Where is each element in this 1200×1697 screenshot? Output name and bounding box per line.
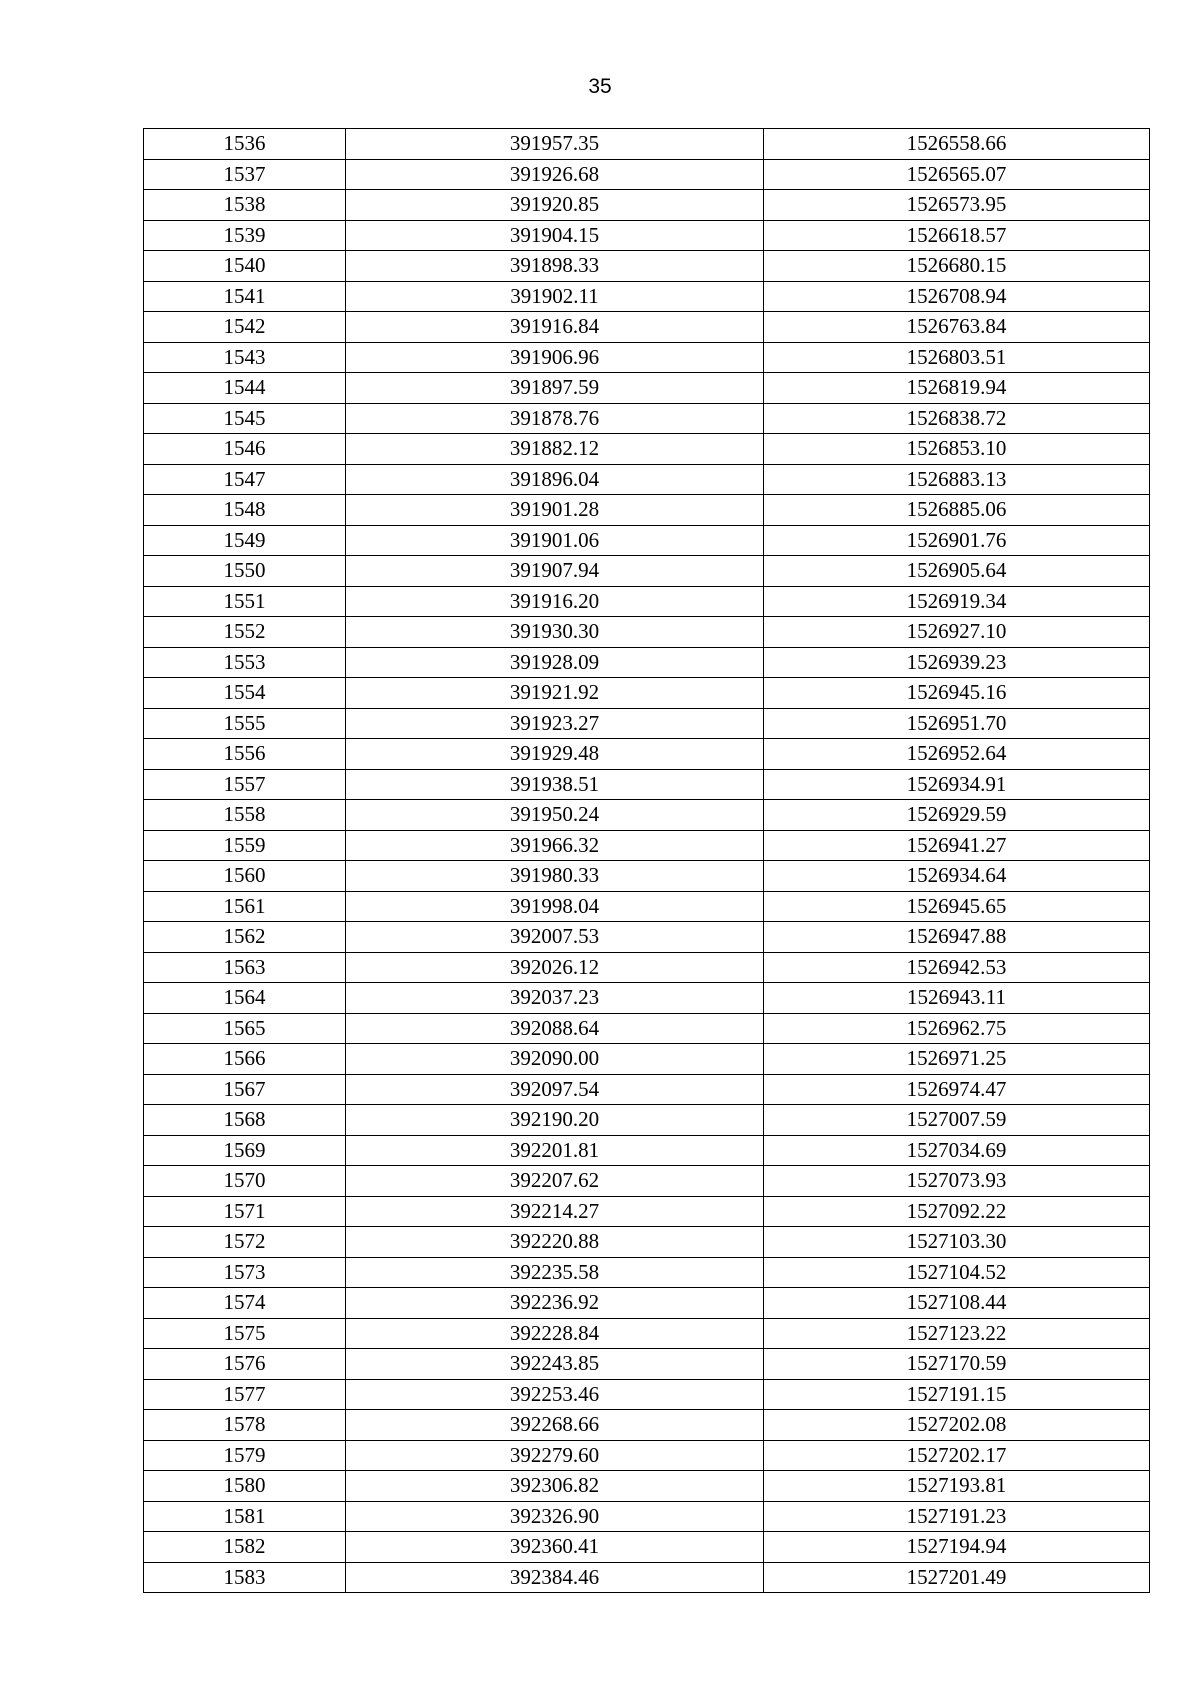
y-coordinate-cell: 1526962.75 <box>764 1013 1150 1044</box>
point-number-cell: 1581 <box>144 1501 346 1532</box>
y-coordinate-cell: 1526945.65 <box>764 891 1150 922</box>
point-number-cell: 1554 <box>144 678 346 709</box>
point-number-cell: 1562 <box>144 922 346 953</box>
table-row <box>144 647 1150 678</box>
x-coordinate-cell: 391916.20 <box>346 586 764 617</box>
point-number-cell: 1559 <box>144 830 346 861</box>
point-number-cell: 1553 <box>144 647 346 678</box>
x-coordinate-cell: 392268.66 <box>346 1410 764 1441</box>
y-coordinate-cell: 1526883.13 <box>764 464 1150 495</box>
x-coordinate-cell: 391882.12 <box>346 434 764 465</box>
point-number-cell: 1552 <box>144 617 346 648</box>
y-coordinate-cell: 1527170.59 <box>764 1349 1150 1380</box>
y-coordinate-cell: 1527191.23 <box>764 1501 1150 1532</box>
table-row <box>144 464 1150 495</box>
x-coordinate-cell: 392201.81 <box>346 1135 764 1166</box>
point-number-cell: 1543 <box>144 342 346 373</box>
y-coordinate-cell: 1526974.47 <box>764 1074 1150 1105</box>
point-number-cell: 1571 <box>144 1196 346 1227</box>
table-row <box>144 312 1150 343</box>
table-row <box>144 1227 1150 1258</box>
x-coordinate-cell: 391898.33 <box>346 251 764 282</box>
x-coordinate-cell: 391907.94 <box>346 556 764 587</box>
y-coordinate-cell: 1527007.59 <box>764 1105 1150 1136</box>
x-coordinate-cell: 391901.06 <box>346 525 764 556</box>
y-coordinate-cell: 1527092.22 <box>764 1196 1150 1227</box>
point-number-cell: 1572 <box>144 1227 346 1258</box>
point-number-cell: 1544 <box>144 373 346 404</box>
y-coordinate-cell: 1526708.94 <box>764 281 1150 312</box>
y-coordinate-cell: 1526901.76 <box>764 525 1150 556</box>
x-coordinate-cell: 391923.27 <box>346 708 764 739</box>
point-number-cell: 1576 <box>144 1349 346 1380</box>
y-coordinate-cell: 1526838.72 <box>764 403 1150 434</box>
point-number-cell: 1542 <box>144 312 346 343</box>
y-coordinate-cell: 1526939.23 <box>764 647 1150 678</box>
point-number-cell: 1540 <box>144 251 346 282</box>
x-coordinate-cell: 392253.46 <box>346 1379 764 1410</box>
y-coordinate-cell: 1526927.10 <box>764 617 1150 648</box>
x-coordinate-cell: 391980.33 <box>346 861 764 892</box>
table-row <box>144 281 1150 312</box>
y-coordinate-cell: 1526803.51 <box>764 342 1150 373</box>
table-row <box>144 983 1150 1014</box>
y-coordinate-cell: 1526951.70 <box>764 708 1150 739</box>
point-number-cell: 1564 <box>144 983 346 1014</box>
table-row <box>144 129 1150 160</box>
x-coordinate-cell: 391930.30 <box>346 617 764 648</box>
y-coordinate-cell: 1526942.53 <box>764 952 1150 983</box>
table-row <box>144 769 1150 800</box>
point-number-cell: 1569 <box>144 1135 346 1166</box>
table-row <box>144 342 1150 373</box>
table-row <box>144 495 1150 526</box>
table-row <box>144 1562 1150 1593</box>
x-coordinate-cell: 391902.11 <box>346 281 764 312</box>
point-number-cell: 1539 <box>144 220 346 251</box>
point-number-cell: 1558 <box>144 800 346 831</box>
point-number-cell: 1577 <box>144 1379 346 1410</box>
table-row <box>144 1379 1150 1410</box>
point-number-cell: 1568 <box>144 1105 346 1136</box>
point-number-cell: 1555 <box>144 708 346 739</box>
table-row <box>144 1410 1150 1441</box>
x-coordinate-cell: 392384.46 <box>346 1562 764 1593</box>
x-coordinate-cell: 391926.68 <box>346 159 764 190</box>
point-number-cell: 1583 <box>144 1562 346 1593</box>
table-row <box>144 1440 1150 1471</box>
x-coordinate-cell: 392236.92 <box>346 1288 764 1319</box>
x-coordinate-cell: 392088.64 <box>346 1013 764 1044</box>
y-coordinate-cell: 1526565.07 <box>764 159 1150 190</box>
x-coordinate-cell: 391904.15 <box>346 220 764 251</box>
x-coordinate-cell: 392090.00 <box>346 1044 764 1075</box>
x-coordinate-cell: 392228.84 <box>346 1318 764 1349</box>
point-number-cell: 1574 <box>144 1288 346 1319</box>
point-number-cell: 1580 <box>144 1471 346 1502</box>
point-number-cell: 1560 <box>144 861 346 892</box>
table-row <box>144 1471 1150 1502</box>
x-coordinate-cell: 391957.35 <box>346 129 764 160</box>
point-number-cell: 1578 <box>144 1410 346 1441</box>
table-row <box>144 586 1150 617</box>
y-coordinate-cell: 1527191.15 <box>764 1379 1150 1410</box>
point-number-cell: 1582 <box>144 1532 346 1563</box>
x-coordinate-cell: 391921.92 <box>346 678 764 709</box>
point-number-cell: 1546 <box>144 434 346 465</box>
y-coordinate-cell: 1527034.69 <box>764 1135 1150 1166</box>
table-row <box>144 708 1150 739</box>
y-coordinate-cell: 1527194.94 <box>764 1532 1150 1563</box>
x-coordinate-cell: 392326.90 <box>346 1501 764 1532</box>
point-number-cell: 1545 <box>144 403 346 434</box>
x-coordinate-cell: 391938.51 <box>346 769 764 800</box>
table-row <box>144 1074 1150 1105</box>
x-coordinate-cell: 391920.85 <box>346 190 764 221</box>
table-row <box>144 1013 1150 1044</box>
y-coordinate-cell: 1526919.34 <box>764 586 1150 617</box>
x-coordinate-cell: 391928.09 <box>346 647 764 678</box>
x-coordinate-cell: 391998.04 <box>346 891 764 922</box>
table-row <box>144 1105 1150 1136</box>
table-row <box>144 220 1150 251</box>
table-row <box>144 403 1150 434</box>
x-coordinate-cell: 391897.59 <box>346 373 764 404</box>
point-number-cell: 1566 <box>144 1044 346 1075</box>
point-number-cell: 1575 <box>144 1318 346 1349</box>
y-coordinate-cell: 1527123.22 <box>764 1318 1150 1349</box>
x-coordinate-cell: 391966.32 <box>346 830 764 861</box>
table-row <box>144 739 1150 770</box>
point-number-cell: 1536 <box>144 129 346 160</box>
table-row <box>144 1044 1150 1075</box>
table-row <box>144 678 1150 709</box>
x-coordinate-cell: 391950.24 <box>346 800 764 831</box>
table-row <box>144 617 1150 648</box>
point-number-cell: 1548 <box>144 495 346 526</box>
x-coordinate-cell: 392243.85 <box>346 1349 764 1380</box>
table-row <box>144 1288 1150 1319</box>
x-coordinate-cell: 392190.20 <box>346 1105 764 1136</box>
table-row <box>144 922 1150 953</box>
table-row <box>144 525 1150 556</box>
point-number-cell: 1537 <box>144 159 346 190</box>
table-row <box>144 1196 1150 1227</box>
y-coordinate-cell: 1526952.64 <box>764 739 1150 770</box>
y-coordinate-cell: 1526934.91 <box>764 769 1150 800</box>
table-row <box>144 434 1150 465</box>
coordinate-table <box>143 128 1150 1593</box>
table-row <box>144 1257 1150 1288</box>
table-row <box>144 556 1150 587</box>
x-coordinate-cell: 392207.62 <box>346 1166 764 1197</box>
x-coordinate-cell: 391929.48 <box>346 739 764 770</box>
y-coordinate-cell: 1527202.08 <box>764 1410 1150 1441</box>
table-row <box>144 251 1150 282</box>
y-coordinate-cell: 1527103.30 <box>764 1227 1150 1258</box>
y-coordinate-cell: 1526943.11 <box>764 983 1150 1014</box>
table-row <box>144 1349 1150 1380</box>
x-coordinate-cell: 392007.53 <box>346 922 764 953</box>
point-number-cell: 1557 <box>144 769 346 800</box>
x-coordinate-cell: 391916.84 <box>346 312 764 343</box>
page-number: 35 <box>588 75 612 98</box>
table-row <box>144 952 1150 983</box>
x-coordinate-cell: 392097.54 <box>346 1074 764 1105</box>
y-coordinate-cell: 1526885.06 <box>764 495 1150 526</box>
y-coordinate-cell: 1526905.64 <box>764 556 1150 587</box>
point-number-cell: 1579 <box>144 1440 346 1471</box>
x-coordinate-cell: 392214.27 <box>346 1196 764 1227</box>
y-coordinate-cell: 1526945.16 <box>764 678 1150 709</box>
y-coordinate-cell: 1527201.49 <box>764 1562 1150 1593</box>
point-number-cell: 1561 <box>144 891 346 922</box>
table-row <box>144 830 1150 861</box>
x-coordinate-cell: 391896.04 <box>346 464 764 495</box>
table-row <box>144 1166 1150 1197</box>
x-coordinate-cell: 391878.76 <box>346 403 764 434</box>
y-coordinate-cell: 1526558.66 <box>764 129 1150 160</box>
x-coordinate-cell: 392026.12 <box>346 952 764 983</box>
x-coordinate-cell: 392279.60 <box>346 1440 764 1471</box>
point-number-cell: 1551 <box>144 586 346 617</box>
table-row <box>144 1135 1150 1166</box>
x-coordinate-cell: 392220.88 <box>346 1227 764 1258</box>
point-number-cell: 1541 <box>144 281 346 312</box>
y-coordinate-cell: 1526618.57 <box>764 220 1150 251</box>
x-coordinate-cell: 391901.28 <box>346 495 764 526</box>
table-row <box>144 1318 1150 1349</box>
table-row <box>144 861 1150 892</box>
point-number-cell: 1570 <box>144 1166 346 1197</box>
table-row <box>144 1532 1150 1563</box>
table-row <box>144 891 1150 922</box>
point-number-cell: 1573 <box>144 1257 346 1288</box>
x-coordinate-cell: 392360.41 <box>346 1532 764 1563</box>
table-row <box>144 1501 1150 1532</box>
table-row <box>144 159 1150 190</box>
y-coordinate-cell: 1526680.15 <box>764 251 1150 282</box>
point-number-cell: 1550 <box>144 556 346 587</box>
y-coordinate-cell: 1526971.25 <box>764 1044 1150 1075</box>
y-coordinate-cell: 1527104.52 <box>764 1257 1150 1288</box>
point-number-cell: 1565 <box>144 1013 346 1044</box>
y-coordinate-cell: 1526819.94 <box>764 373 1150 404</box>
y-coordinate-cell: 1526573.95 <box>764 190 1150 221</box>
point-number-cell: 1556 <box>144 739 346 770</box>
y-coordinate-cell: 1526853.10 <box>764 434 1150 465</box>
x-coordinate-cell: 391906.96 <box>346 342 764 373</box>
point-number-cell: 1549 <box>144 525 346 556</box>
point-number-cell: 1563 <box>144 952 346 983</box>
table-row <box>144 800 1150 831</box>
x-coordinate-cell: 392235.58 <box>346 1257 764 1288</box>
x-coordinate-cell: 392037.23 <box>346 983 764 1014</box>
y-coordinate-cell: 1527108.44 <box>764 1288 1150 1319</box>
y-coordinate-cell: 1526763.84 <box>764 312 1150 343</box>
y-coordinate-cell: 1527202.17 <box>764 1440 1150 1471</box>
y-coordinate-cell: 1526929.59 <box>764 800 1150 831</box>
table-row <box>144 373 1150 404</box>
point-number-cell: 1547 <box>144 464 346 495</box>
y-coordinate-cell: 1526941.27 <box>764 830 1150 861</box>
x-coordinate-cell: 392306.82 <box>346 1471 764 1502</box>
point-number-cell: 1567 <box>144 1074 346 1105</box>
coordinate-table-body <box>144 129 1150 1593</box>
y-coordinate-cell: 1526934.64 <box>764 861 1150 892</box>
y-coordinate-cell: 1527193.81 <box>764 1471 1150 1502</box>
point-number-cell: 1538 <box>144 190 346 221</box>
y-coordinate-cell: 1527073.93 <box>764 1166 1150 1197</box>
y-coordinate-cell: 1526947.88 <box>764 922 1150 953</box>
table-row <box>144 190 1150 221</box>
